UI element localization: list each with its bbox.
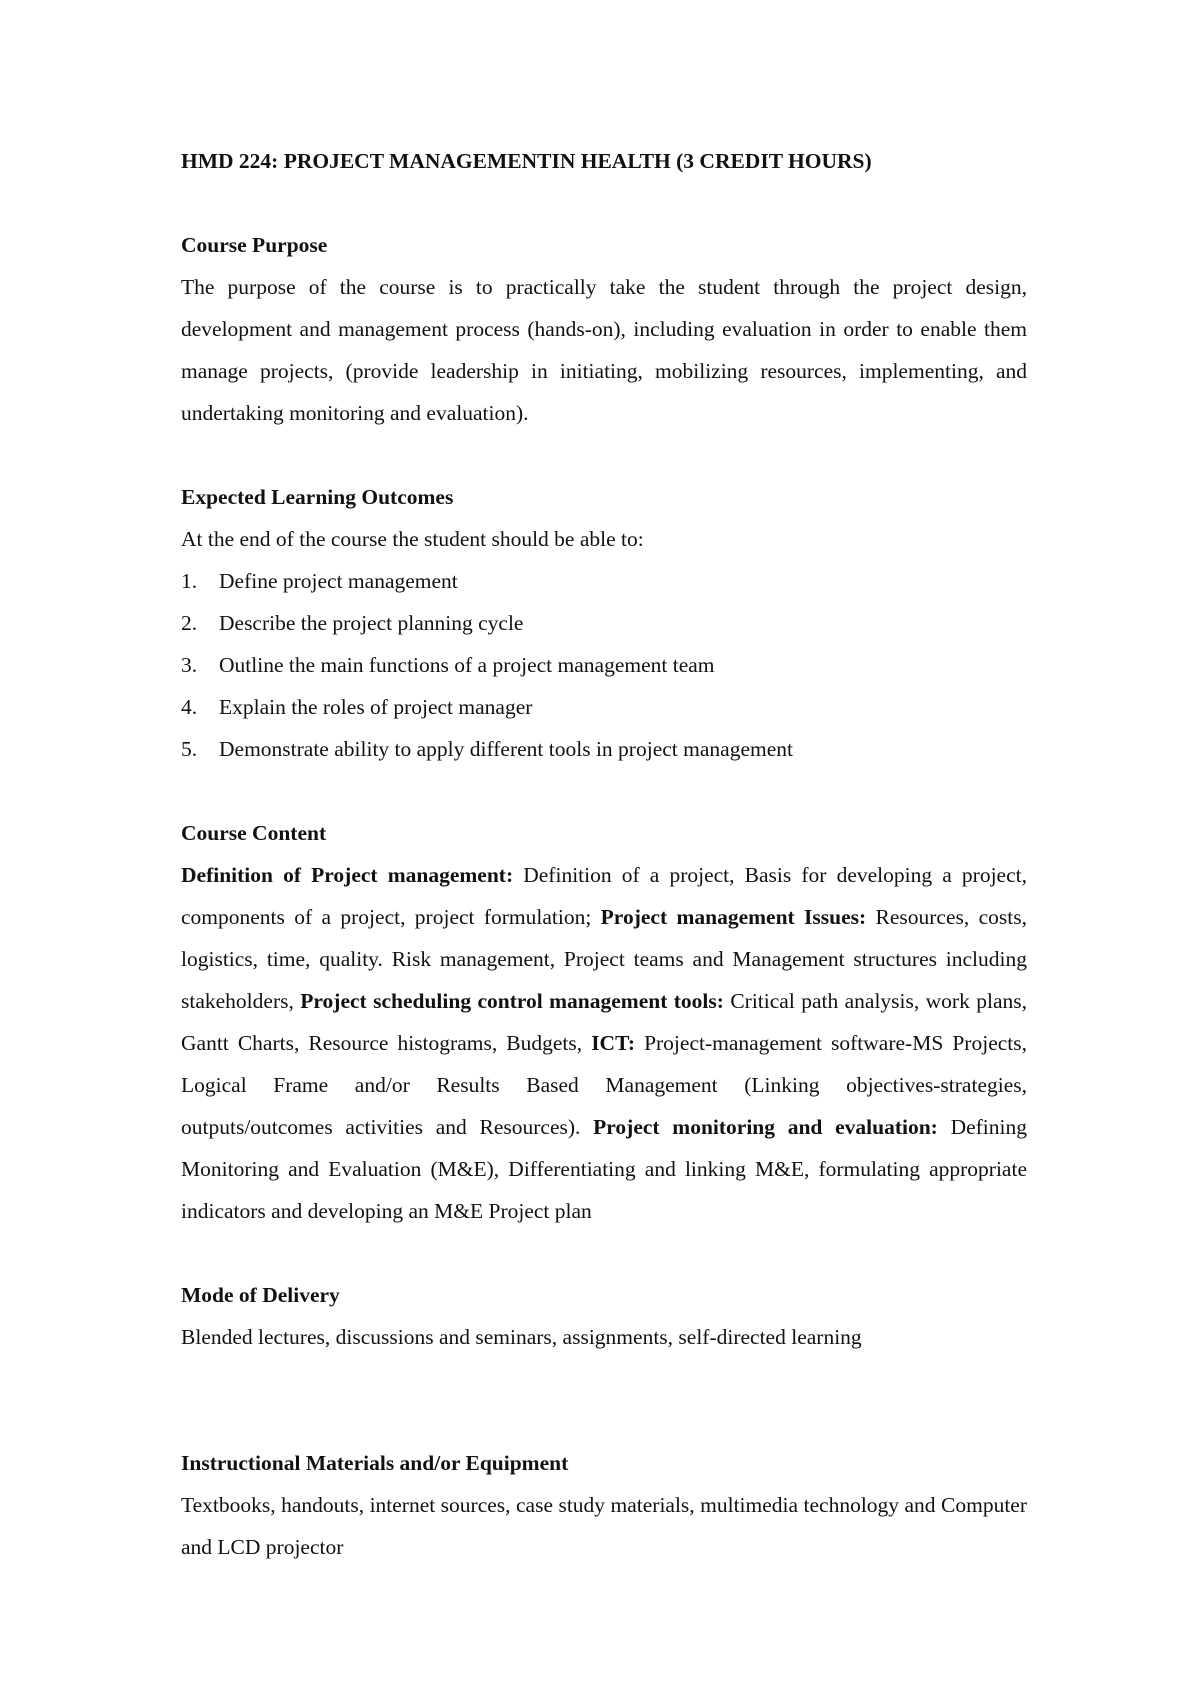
- list-item: [181, 686, 1027, 728]
- course-title: HMD 224: PROJECT MANAGEMENTIN HEALTH (3 CREDIT HOURS): [181, 149, 872, 173]
- spacer: [181, 1232, 1027, 1274]
- list-item-text: Explain the roles of project manager: [219, 695, 533, 719]
- content-topic-text: Definition of a project, Basis for developing a project, components of a project, project formulation;: [181, 863, 1027, 929]
- content-topic-label: Project management Issues:: [600, 905, 867, 929]
- list-item-text: Outline the main functions of a project management team: [219, 653, 715, 677]
- content-topic-text: Resources, costs, logistics, time, quality. Risk management, Project teams and Management structures including stakeholders,: [181, 905, 1027, 1013]
- list-item-number: 3.: [181, 653, 198, 677]
- learning-outcomes-heading: Expected Learning Outcomes: [181, 485, 454, 509]
- spacer: [181, 182, 1027, 224]
- content-topic-label: Definition of Project management:: [181, 863, 514, 887]
- spacer: [181, 1358, 1027, 1442]
- list-item: [181, 560, 1027, 602]
- list-item: [181, 728, 1027, 770]
- list-item-number: 1.: [181, 569, 198, 593]
- content-topic-text: Project-management software-MS Projects, Logical Frame and/or Results Based Management (Linking objectives-strategies, outputs/outcomes activities and Resources).: [181, 1031, 1027, 1139]
- list-item-text: Describe the project planning cycle: [219, 611, 524, 635]
- list-item-text: Demonstrate ability to apply different tools in project management: [219, 737, 793, 761]
- list-item-number: 5.: [181, 737, 198, 761]
- course-purpose-text: The purpose of the course is to practically take the student through the project design, development and management process (hands-on), including evaluation in order to enable them manage projects, (provide leadership in initiating, mobilizing resources, implementing, and undertaking monitoring and evaluation).: [181, 275, 1027, 425]
- list-item-number: 2.: [181, 611, 198, 635]
- content-topic-label: Project monitoring and evaluation:: [593, 1115, 938, 1139]
- spacer: [181, 434, 1027, 476]
- content-topic-text: Defining Monitoring and Evaluation (M&E), Differentiating and linking M&E, formulating appropriate indicators and developing an M&E Project plan: [181, 1115, 1027, 1223]
- list-item-text: Define project management: [219, 569, 458, 593]
- list-item: [181, 602, 1027, 644]
- course-purpose-heading: Course Purpose: [181, 233, 328, 257]
- mode-of-delivery-text: Blended lectures, discussions and seminars, assignments, self-directed learning: [181, 1325, 862, 1349]
- document-page: [181, 140, 1027, 1568]
- learning-outcomes-intro: At the end of the course the student should be able to:: [181, 527, 644, 551]
- content-topic-label: Project scheduling control management tools:: [300, 989, 724, 1013]
- mode-of-delivery-heading: Mode of Delivery: [181, 1283, 340, 1307]
- list-item: [181, 644, 1027, 686]
- course-content-heading: Course Content: [181, 821, 327, 845]
- content-topic-label: ICT:: [591, 1031, 635, 1055]
- instructional-materials-heading: Instructional Materials and/or Equipment: [181, 1451, 569, 1475]
- instructional-materials-text: Textbooks, handouts, internet sources, case study materials, multimedia technology and Computer and LCD projector: [181, 1493, 1027, 1559]
- course-content-text: [181, 854, 1027, 1232]
- list-item-number: 4.: [181, 695, 198, 719]
- learning-outcomes-list: [181, 560, 1027, 770]
- content-topic-text: Critical path analysis, work plans, Gantt Charts, Resource histograms, Budgets,: [181, 989, 1027, 1055]
- spacer: [181, 770, 1027, 812]
